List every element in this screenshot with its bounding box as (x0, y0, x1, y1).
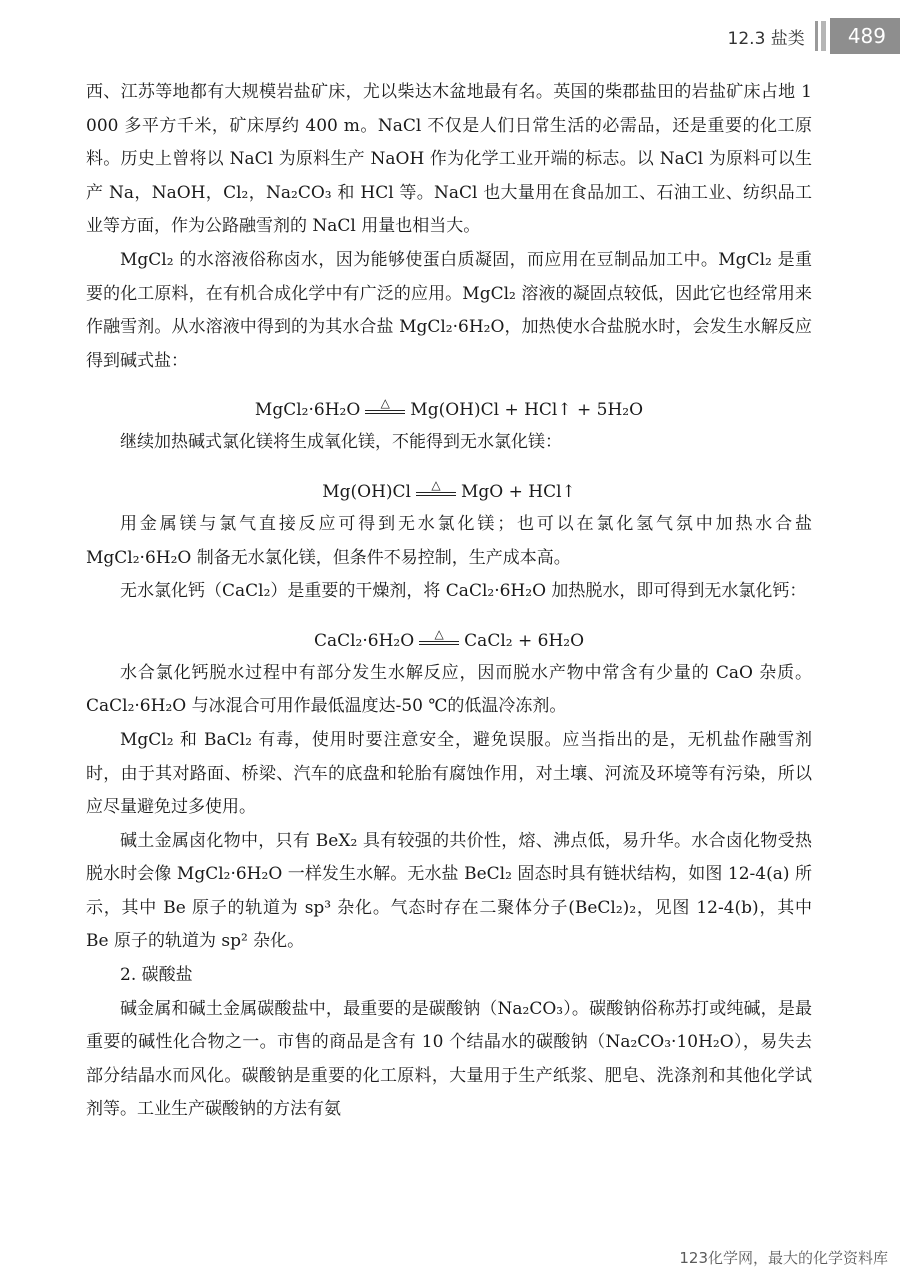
header-decoration (815, 21, 826, 51)
paragraph: 继续加热碱式氯化镁将生成氧化镁，不能得到无水氯化镁： (120, 432, 562, 453)
section-heading: 2. 碳酸盐 (120, 965, 193, 986)
paragraph: 碱土金属卤化物中，只有 BeX₂ 具有较强的共价性，熔、沸点低，易升华。水合卤化物受热脱水时会像 MgCl₂·6H₂O 一样发生水解。无水盐 BeCl₂ 固态时具有链状结构，如图 12-4(a) 所示，其中 Be 原子的轨道为 sp³ 杂化。气态时存在二聚体分子(BeCl₂)₂，见图 12-4(b)，其中 Be 原子的轨道为 sp² 杂化。 (86, 830, 812, 952)
equation-right: Mg(OH)Cl + HCl↑ + 5H₂O (410, 400, 644, 421)
equation-left: MgCl₂·6H₂O (254, 400, 361, 421)
equation-right: MgO + HCl↑ (460, 481, 576, 502)
equation-right: CaCl₂ + 6H₂O (464, 630, 585, 651)
reaction-arrow (365, 397, 405, 420)
section-title: 12.3 盐类 (727, 28, 805, 49)
page-number: 489 (830, 18, 900, 54)
reaction-condition: △ (380, 396, 390, 411)
equation-left: CaCl₂·6H₂O (313, 630, 415, 651)
paragraph: MgCl₂ 和 BaCl₂ 有毒，使用时要注意安全，避免误服。应当指出的是，无机盐作融雪剂时，由于其对路面、桥梁、汽车的底盘和轮胎有腐蚀作用，对土壤、河流及环境等有污染，所以应尽量避免过多使用。 (86, 729, 812, 818)
paragraph: MgCl₂ 的水溶液俗称卤水，因为能够使蛋白质凝固，而应用在豆制品加工中。MgCl₂ 是重要的化工原料，在有机合成化学中有广泛的应用。MgCl₂ 溶液的凝固点较低，因此它也经常用来作融雪剂。从水溶液中得到的为其水合盐 MgCl₂·6H₂O，加热使水合盐脱水时，会发生水解反应得到碱式盐： (86, 249, 812, 371)
page-body (86, 76, 812, 1127)
footer-watermark: 123化学网，最大的化学资料库 (679, 1249, 888, 1267)
equation (86, 464, 812, 502)
equation-left: Mg(OH)Cl (322, 481, 411, 502)
paragraph: 西、江苏等地都有大规模岩盐矿床，尤以柴达木盆地最有名。英国的柴郡盐田的岩盐矿床占地 1 000 多平方千米，矿床厚约 400 m。NaCl 不仅是人们日常生活的必需品，还是重要的化工原料。历史上曾将以 NaCl 为原料生产 NaOH 作为化学工业开端的标志。以 NaCl 为原料可以生产 Na，NaOH，Cl₂，Na₂CO₃ 和 HCl 等。NaCl 也大量用在食品加工、石油工业、纺织品工业等方面，作为公路融雪剂的 NaCl 用量也相当大。 (86, 82, 812, 237)
reaction-condition: △ (431, 477, 441, 492)
equation (86, 382, 812, 420)
reaction-arrow (419, 628, 459, 651)
paragraph: 无水氯化钙（CaCl₂）是重要的干燥剂，将 CaCl₂·6H₂O 加热脱水，即可得到无水氯化钙： (120, 581, 807, 602)
paragraph: 碱金属和碱土金属碳酸盐中，最重要的是碳酸钠（Na₂CO₃）。碳酸钠俗称苏打或纯碱，是最重要的碱性化合物之一。市售的商品是含有 10 个结晶水的碳酸钠（Na₂CO₃·10H₂O），易失去部分结晶水而风化。碳酸钠是重要的化工原料，大量用于生产纸浆、肥皂、洗涤剂和其他化学试剂等。工业生产碳酸钠的方法有氨 (86, 998, 812, 1120)
page-header (728, 18, 900, 54)
reaction-arrow (416, 479, 456, 502)
equation (86, 613, 812, 651)
paragraph: 水合氯化钙脱水过程中有部分发生水解反应，因而脱水产物中常含有少量的 CaO 杂质。CaCl₂·6H₂O 与冰混合可用作最低温度达-50 ℃的低温冷冻剂。 (86, 662, 812, 717)
reaction-condition: △ (434, 626, 444, 641)
paragraph: 用金属镁与氯气直接反应可得到无水氯化镁；也可以在氯化氢气氛中加热水合盐 MgCl₂·6H₂O 制备无水氯化镁，但条件不易控制，生产成本高。 (86, 513, 812, 568)
